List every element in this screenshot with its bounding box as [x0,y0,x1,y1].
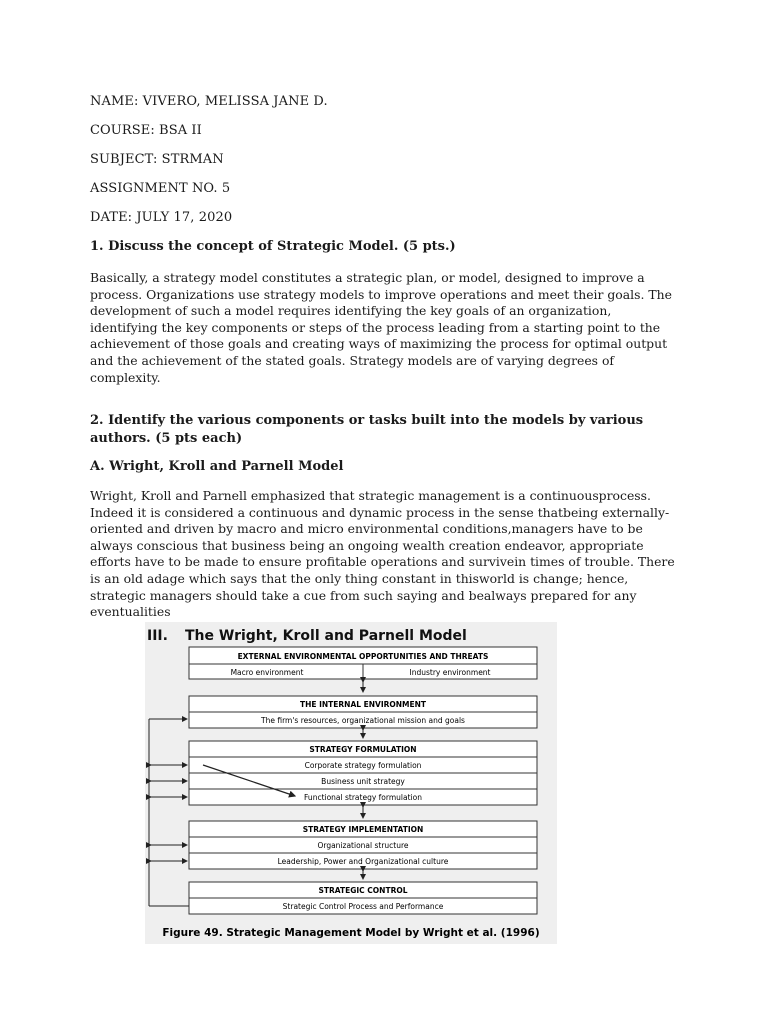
figure-title: The Wright, Kroll and Parnell Model [185,628,467,644]
formulation-header: STRATEGY FORMULATION [309,745,417,754]
question-1-title: 1. Discuss the concept of Strategic Model. (5 pts.) [90,239,456,254]
model-diagram [145,622,557,944]
leadership-culture: Leadership, Power and Organizational culture [277,857,449,866]
internal-environment-box [189,696,537,728]
question-2-title: 2. Identify the various components or tasks built into the models by various authors. (5 pts each) [90,413,644,446]
implementation-header: STRATEGY IMPLEMENTATION [302,825,424,834]
date-line: DATE: JULY 17, 2020 [90,210,233,225]
assignment-line: ASSIGNMENT NO. 5 [90,181,231,196]
strategy-implementation-box [189,821,537,869]
model-a-answer: Wright, Kroll and Parnell emphasized that strategic management is a continuousprocess. Indeed it is considered a continuous and dynamic process in the sense thatbeing externally-oriented and driven by macro and micro environmental conditions,managers have to be always conscious that business being an ongoing wealth creation endeavor, appropriate efforts have to be made to ensure profitable operations and survivein times of trouble. There is an old adage which says that the only thing constant in thisworld is change; hence, strategic managers should take a cue from such saying and bealways prepared for any eventualities [90,488,675,620]
industry-environment: Industry environment [409,668,491,677]
strategy-formulation-box [189,741,537,805]
external-environment-box [189,647,537,679]
question-1-answer: Basically, a strategy model constitutes a strategic plan, or model, designed to improve a process. Organizations use strategy models to improve operations and meet their goals. The development of such a model requires identifying the key goals of an organization, identifying the key components or steps of the process leading from a starting point to the achievement of those goals and creating ways of maximizing the process for optimal output and the achievement of the stated goals. Strategy models are of varying degrees of complexity. [90,270,672,385]
course-line: COURSE: BSA II [90,123,202,138]
strategic-control-box [189,882,537,914]
name-line: NAME: VIVERO, MELISSA JANE D. [90,94,328,109]
wright-kroll-parnell-figure [145,622,557,944]
business-unit-strategy: Business unit strategy [321,777,405,786]
model-a-heading: A. Wright, Kroll and Parnell Model [90,459,344,474]
external-header: EXTERNAL ENVIRONMENTAL OPPORTUNITIES AND THREATS [237,652,489,661]
control-description: Strategic Control Process and Performance [282,902,444,911]
internal-description: The firm's resources, organizational mission and goals [261,716,465,725]
figure-caption: Figure 49. Strategic Management Model by Wright et al. (1996) [162,927,540,939]
macro-environment: Macro environment [230,668,304,677]
corporate-strategy: Corporate strategy formulation [304,761,422,770]
subject-line: SUBJECT: STRMAN [90,152,224,167]
control-header: STRATEGIC CONTROL [318,886,408,895]
feedback-loop [149,719,189,906]
internal-header: THE INTERNAL ENVIRONMENT [299,700,427,709]
organizational-structure: Organizational structure [317,841,409,850]
figure-numeral: III. [147,628,168,644]
functional-strategy: Functional strategy formulation [304,793,422,802]
